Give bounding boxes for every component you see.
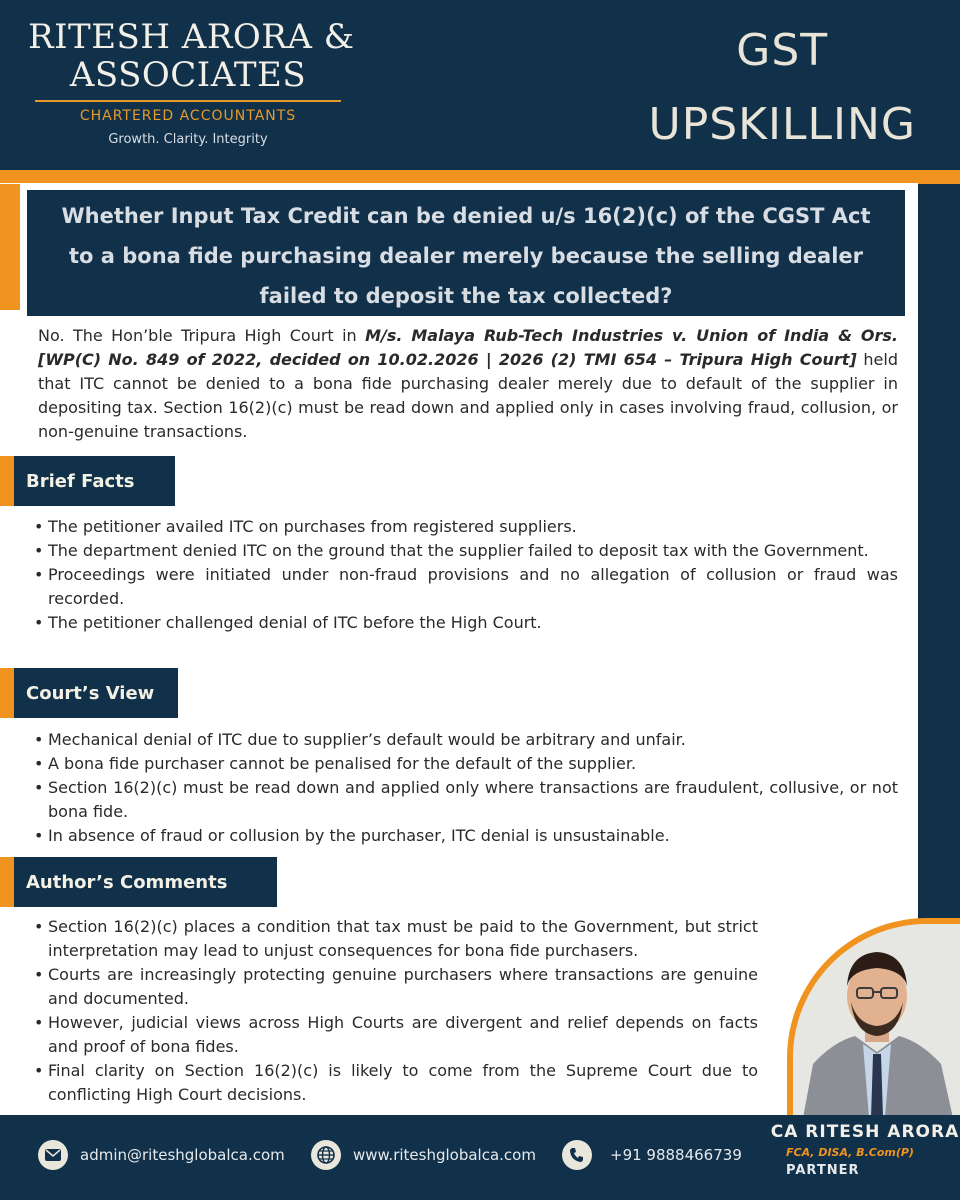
phone-text: +91 9888466739 — [610, 1146, 742, 1164]
list-item: • A bona fide purchaser cannot be penalised for the default of the supplier. — [34, 752, 898, 776]
logo-tagline: Growth. Clarity. Integrity — [108, 132, 268, 147]
section-accent — [0, 857, 14, 907]
footer-phone[interactable] — [562, 1140, 742, 1170]
section-heading-authors-comments: Author’s Comments — [14, 857, 277, 907]
list-item: • In absence of fraud or collusion by the purchaser, ITC denial is unsustainable. — [34, 824, 898, 848]
author-qualifications: FCA, DISA, B.Com(P) — [786, 1146, 914, 1159]
author-photo — [787, 918, 960, 1118]
author-info — [770, 1122, 960, 1178]
website-text: www.riteshglobalca.com — [353, 1146, 536, 1164]
footer-website[interactable] — [311, 1140, 536, 1170]
globe-icon — [311, 1140, 341, 1170]
author-role: PARTNER — [786, 1163, 860, 1178]
list-item: • Section 16(2)(c) places a condition that tax must be paid to the Government, but strict interpretation may lead to unjust consequences for bona fide purchasers. — [34, 915, 758, 963]
email-text: admin@riteshglobalca.com — [80, 1146, 285, 1164]
logo-line1: RITESH ARORA & — [28, 17, 355, 57]
footer-email[interactable] — [38, 1140, 285, 1170]
mail-icon — [38, 1140, 68, 1170]
list-item: • Final clarity on Section 16(2)(c) is likely to come from the Supreme Court due to conflicting High Court decisions. — [34, 1059, 758, 1107]
section-accent — [0, 668, 14, 718]
list-item: • Section 16(2)(c) must be read down and applied only where transactions are fraudulent, collusive, or not bona fide. — [34, 776, 898, 824]
orange-divider — [0, 170, 960, 184]
intro-paragraph — [38, 324, 898, 444]
intro-rest: held that ITC cannot be denied to a bona fide purchasing dealer merely due to default of the supplier in depositing tax. Section 16(2)(c) must be read down and applied only in cases involving fraud, collusion, or non-genuine transactions. — [38, 350, 899, 441]
logo-subtitle: CHARTERED ACCOUNTANTS — [79, 108, 297, 124]
list-item: • Courts are increasingly protecting genuine purchasers where transactions are genuine and documented. — [34, 963, 758, 1011]
list-item: • The petitioner availed ITC on purchases from registered suppliers. — [34, 515, 898, 539]
brief-facts-list — [34, 515, 898, 635]
header — [0, 0, 960, 170]
logo-divider — [35, 100, 341, 102]
list-item: • Mechanical denial of ITC due to supplier’s default would be arbitrary and unfair. — [34, 728, 898, 752]
section-heading-courts-view: Court’s View — [14, 668, 178, 718]
logo-line2: ASSOCIATES — [69, 55, 307, 95]
phone-icon — [562, 1140, 592, 1170]
list-item: • The department denied ITC on the ground that the supplier failed to deposit tax with the Government. — [34, 539, 898, 563]
page-title — [648, 14, 916, 162]
list-item: • The petitioner challenged denial of ITC before the High Court. — [34, 611, 898, 635]
list-item: • Proceedings were initiated under non-fraud provisions and no allegation of collusion or fraud was recorded. — [34, 563, 898, 611]
author-name: CA RITESH ARORA — [770, 1122, 960, 1142]
courts-view-list — [34, 728, 898, 848]
authors-comments-list — [34, 915, 758, 1107]
page-title-line2: UPSKILLING — [648, 99, 916, 150]
intro-citation: M/s. Malaya Rub-Tech Industries v. Union of India & Ors. [WP(C) No. 849 of 2022, decided on 10.02.2026 | 2026 (2) TMI 654 – Tripura High Court] — [38, 326, 898, 369]
page-title-line1: GST — [736, 25, 829, 76]
question-banner: Whether Input Tax Credit can be denied u/s 16(2)(c) of the CGST Act to a bona fide purchasing dealer merely because the selling dealer failed to deposit the tax collected? — [27, 190, 905, 316]
question-accent — [0, 184, 20, 310]
section-heading-brief-facts: Brief Facts — [14, 456, 175, 506]
firm-logo — [28, 17, 355, 147]
list-item: • However, judicial views across High Courts are divergent and relief depends on facts and proof of bona fides. — [34, 1011, 758, 1059]
section-accent — [0, 456, 14, 506]
intro-lead: No. The Hon’ble Tripura High Court in — [38, 326, 366, 345]
